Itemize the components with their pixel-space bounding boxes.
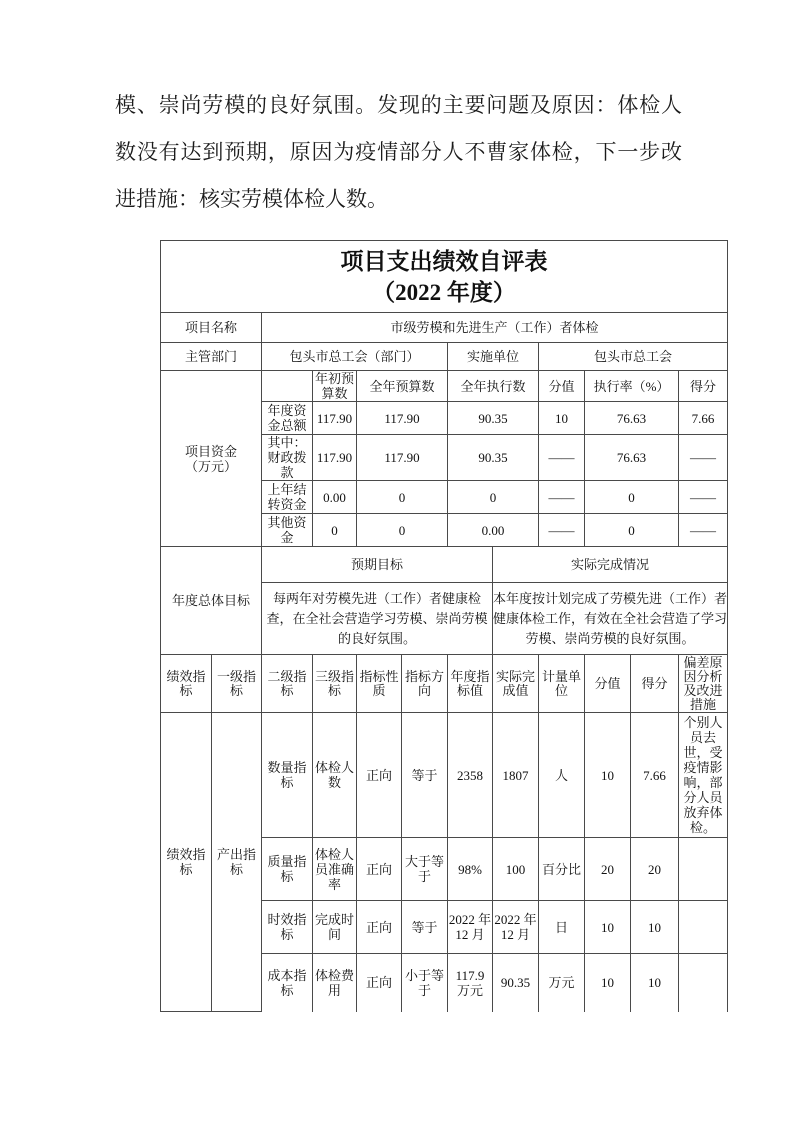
annual-budget-cell: 117.90 <box>357 402 448 435</box>
expected-goal-text: 每两年对劳模先进（工作）者健康检查，在全社会营造学习劳模、崇尚劳模的良好氛围。 <box>262 583 493 655</box>
ind-header-target: 年度指标值 <box>448 655 493 713</box>
score-cell: 10 <box>631 954 679 1012</box>
funding-row-label: 年度资金总额 <box>262 402 313 435</box>
funding-section-label <box>161 371 262 547</box>
exec-rate-cell: 0 <box>585 481 679 514</box>
col-header-initial-budget: 年初预算数 <box>313 371 357 402</box>
intro-paragraph <box>115 82 682 223</box>
weight-cell: 10 <box>585 713 631 838</box>
target-cell: 117.9 万元 <box>448 954 493 1012</box>
ind-header-weight: 分值 <box>585 655 631 713</box>
col-header-executed: 全年执行数 <box>448 371 539 402</box>
performance-group-label: 绩效指标 <box>161 713 212 1012</box>
unit-cell: 百分比 <box>539 838 585 901</box>
target-cell: 2022 年 12 月 <box>448 901 493 954</box>
initial-budget-cell: 117.90 <box>313 435 357 481</box>
initial-budget-cell: 117.90 <box>313 402 357 435</box>
nature-cell: 正向 <box>357 838 402 901</box>
unit-cell: 日 <box>539 901 585 954</box>
intro-line-2: 数没有达到预期，原因为疫情部分人不曹家体检，下一步改 <box>115 140 682 164</box>
direction-cell: 小于等于 <box>402 954 448 1012</box>
annual-budget-cell: 0 <box>357 481 448 514</box>
ind-header-direction: 指标方向 <box>402 655 448 713</box>
funding-row-label: 其他资金 <box>262 514 313 547</box>
col-header-annual-budget: 全年预算数 <box>357 371 448 402</box>
executed-cell: 0 <box>448 481 539 514</box>
ind-header-unit: 计量单位 <box>539 655 585 713</box>
actual-cell: 1807 <box>493 713 539 838</box>
weight-cell: 10 <box>585 954 631 1012</box>
dept-label: 主管部门 <box>161 343 262 371</box>
nature-cell: 正向 <box>357 713 402 838</box>
nature-cell: 正向 <box>357 954 402 1012</box>
ind-header-nature: 指标性质 <box>357 655 402 713</box>
target-cell: 2358 <box>448 713 493 838</box>
actual-cell: 2022 年 12 月 <box>493 901 539 954</box>
ind-header-actual: 实际完成值 <box>493 655 539 713</box>
annual-budget-cell: 0 <box>357 514 448 547</box>
self-evaluation-table <box>160 240 728 1012</box>
col-header-score: 得分 <box>679 371 728 402</box>
exec-rate-cell: 76.63 <box>585 435 679 481</box>
funding-row-label: 其中：财政拨款 <box>262 435 313 481</box>
executed-cell: 0.00 <box>448 514 539 547</box>
deviation-cell: 个别人员去世，受疫情影响，部分人员放弃体检。 <box>679 713 728 838</box>
deviation-cell <box>679 838 728 901</box>
intro-line-1: 模、崇尚劳模的良好氛围。发现的主要问题及原因：体检人 <box>115 93 682 117</box>
unit-cell: 万元 <box>539 954 585 1012</box>
score-cell: 7.66 <box>631 713 679 838</box>
annual-goal-label: 年度总体目标 <box>161 547 262 655</box>
level2-cell: 成本指标 <box>262 954 313 1012</box>
level3-cell: 完成时间 <box>313 901 357 954</box>
ind-header-performance: 绩效指标 <box>161 655 212 713</box>
table-title-line2: （2022 年度） <box>372 279 516 305</box>
project-name-label: 项目名称 <box>161 313 262 343</box>
dept-value: 包头市总工会（部门） <box>262 343 448 371</box>
ind-header-level1: 一级指标 <box>212 655 262 713</box>
funding-section-label-text: 项目资金（万元） <box>184 443 237 474</box>
unit-cell: 人 <box>539 713 585 838</box>
weight-cell: —— <box>539 514 585 547</box>
ind-header-deviation: 偏差原因分析及改进措施 <box>679 655 728 713</box>
ind-header-level2: 二级指标 <box>262 655 313 713</box>
actual-cell: 90.35 <box>493 954 539 1012</box>
indicator-row-quantity <box>161 713 728 838</box>
annual-budget-cell: 117.90 <box>357 435 448 481</box>
score-cell: —— <box>679 481 728 514</box>
initial-budget-cell: 0.00 <box>313 481 357 514</box>
expected-goal-header: 预期目标 <box>262 547 493 583</box>
direction-cell: 等于 <box>402 713 448 838</box>
score-cell: —— <box>679 435 728 481</box>
level2-cell: 质量指标 <box>262 838 313 901</box>
level2-cell: 数量指标 <box>262 713 313 838</box>
target-cell: 98% <box>448 838 493 901</box>
nature-cell: 正向 <box>357 901 402 954</box>
deviation-cell <box>679 954 728 1012</box>
actual-completion-header: 实际完成情况 <box>493 547 728 583</box>
empty-cell <box>262 371 313 402</box>
score-cell: —— <box>679 514 728 547</box>
exec-rate-cell: 76.63 <box>585 402 679 435</box>
impl-unit-value: 包头市总工会 <box>539 343 728 371</box>
level2-cell: 时效指标 <box>262 901 313 954</box>
level3-cell: 体检人员准确率 <box>313 838 357 901</box>
ind-header-level3: 三级指标 <box>313 655 357 713</box>
project-name-value: 市级劳模和先进生产（工作）者体检 <box>262 313 728 343</box>
col-header-exec-rate: 执行率（%） <box>585 371 679 402</box>
funding-row-label: 上年结转资金 <box>262 481 313 514</box>
weight-cell: 10 <box>585 901 631 954</box>
intro-line-3: 进措施：核实劳模体检人数。 <box>115 187 388 211</box>
weight-cell: 10 <box>539 402 585 435</box>
direction-cell: 大于等于 <box>402 838 448 901</box>
actual-completion-text: 本年度按计划完成了劳模先进（工作）者健康体检工作，有效在全社会营造了学习劳模、崇尚劳模的良好氛围。 <box>493 583 728 655</box>
level3-cell: 体检费用 <box>313 954 357 1012</box>
score-cell: 20 <box>631 838 679 901</box>
level3-cell: 体检人数 <box>313 713 357 838</box>
impl-unit-label: 实施单位 <box>448 343 539 371</box>
executed-cell: 90.35 <box>448 435 539 481</box>
ind-header-score: 得分 <box>631 655 679 713</box>
output-category-label: 产出指标 <box>212 713 262 1012</box>
weight-cell: —— <box>539 481 585 514</box>
weight-cell: —— <box>539 435 585 481</box>
direction-cell: 等于 <box>402 901 448 954</box>
executed-cell: 90.35 <box>448 402 539 435</box>
score-cell: 10 <box>631 901 679 954</box>
col-header-weight: 分值 <box>539 371 585 402</box>
deviation-cell <box>679 901 728 954</box>
weight-cell: 20 <box>585 838 631 901</box>
exec-rate-cell: 0 <box>585 514 679 547</box>
actual-cell: 100 <box>493 838 539 901</box>
table-title-line1: 项目支出绩效自评表 <box>340 248 548 274</box>
initial-budget-cell: 0 <box>313 514 357 547</box>
score-cell: 7.66 <box>679 402 728 435</box>
table-title <box>161 241 728 313</box>
